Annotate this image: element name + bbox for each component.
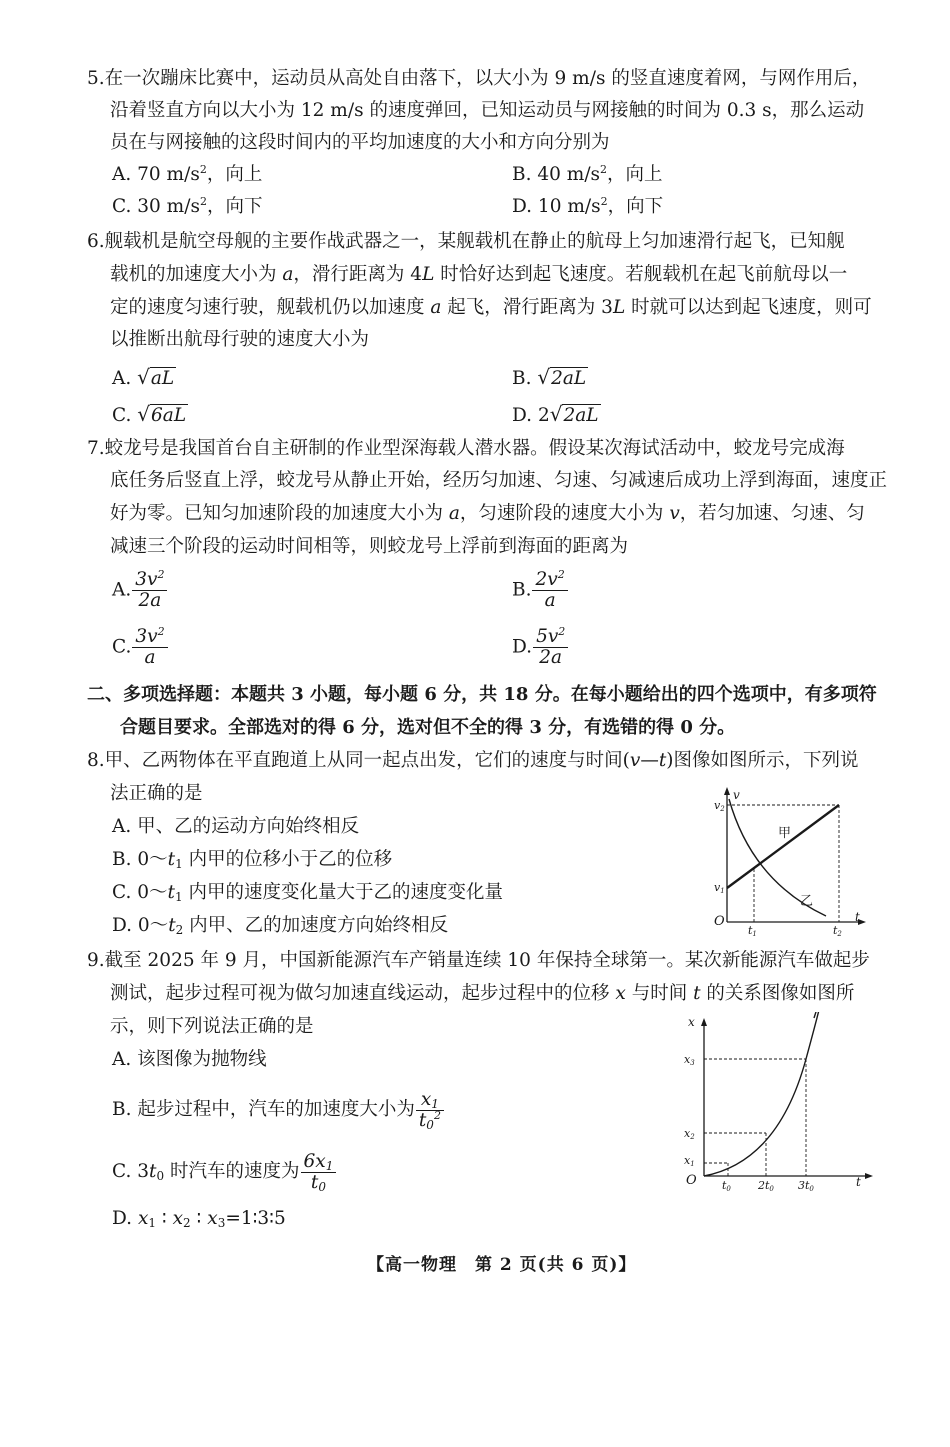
q7-line-2: 底任务后竖直上浮，蛟龙号从静止开始，经历匀加速、匀速、匀减速后成功上浮到海面，速度正 (110, 470, 888, 491)
q9-option-d: D. $x_1$ ∶ $x_2$ ∶ $x_3=1∶3∶5$ (112, 1208, 286, 1230)
q8-v1-label: v1 (714, 881, 725, 895)
q9-option-a: A. 该图像为抛物线 (112, 1049, 267, 1070)
q6-option-d: D. 2√2aL (512, 402, 599, 426)
q9-x3-label: x3 (684, 1053, 695, 1067)
q9-option-b: B. 起步过程中，汽车的加速度大小为 $\frac{x_1}{t_0^2}$ (112, 1088, 445, 1132)
q8-y-arrow (724, 787, 730, 795)
q6-option-c: C. √6aL (112, 402, 187, 426)
q9-line-2: 测试，起步过程可视为做匀加速直线运动，起步过程中的位移 x 与时间 t 的关系图像如图所 (110, 983, 855, 1004)
q5-line-3: 员在与网接触的这段时间内的平均加速度的大小和方向分别为 (110, 132, 610, 153)
q9-3t0-label: 3t0 (798, 1179, 814, 1193)
q9-t0-label: t0 (722, 1179, 731, 1193)
q9-y-arrow (701, 1018, 707, 1026)
q8-line-1: 8.甲、乙两物体在平直跑道上从同一起点出发，它们的速度与时间(v—t)图像如图所示，下列说 (87, 750, 859, 771)
q6-line-1: 6.舰载机是航空母舰的主要作战武器之一，某舰载机在静止的航母上匀加速滑行起飞，已知舰 (87, 231, 845, 252)
q6-line-2: 载机的加速度大小为 a，滑行距离为 4L 时恰好达到起飞速度。若舰载机在起飞前航母以一 (110, 264, 848, 285)
q8-t2-label: t2 (833, 924, 842, 938)
q5-option-b: B. 40 $m/s^2$，向上 (512, 163, 663, 185)
q8-vt-graph (700, 785, 870, 940)
q9-axis-t-label: t (856, 1175, 861, 1189)
q9-axis-x-label: x (688, 1015, 695, 1029)
q7-option-b: B. $\frac{2v^2}{a}$ (512, 570, 569, 611)
q9-2t0-label: 2t0 (758, 1179, 774, 1193)
q8-origin-label: O (714, 914, 725, 929)
q8-t1-label: t1 (748, 924, 757, 938)
q6-option-a: A. √aL (112, 365, 175, 389)
q7-line-1: 7.蛟龙号是我国首台自主研制的作业型深海载人潜水器。假设某次海试活动中，蛟龙号完成海 (87, 438, 845, 459)
q5-line-1: 5.在一次蹦床比赛中，运动员从高处自由落下，以大小为 9 m/s 的竖直速度着网，与网作用后， (87, 68, 871, 89)
q8-axis-t-label: t (855, 910, 860, 924)
q6-line-3: 定的速度匀速行驶，舰载机仍以加速度 a 起飞，滑行距离为 3L 时就可以达到起飞速度，则可 (110, 297, 872, 318)
q8-option-c: C. $0\sim t_1$ 内甲的速度变化量大于乙的速度变化量 (112, 882, 503, 904)
section2-line-1: 二、多项选择题：本题共 3 小题，每小题 6 分，共 18 分。在每小题给出的四个选项中，有多项符 (87, 684, 877, 705)
q9-origin-label: O (686, 1173, 697, 1188)
q9-x1-label: x1 (684, 1154, 695, 1168)
q8-v2-label: v2 (714, 799, 725, 813)
q7-line-4: 减速三个阶段的运动时间相等，则蛟龙号上浮前到海面的距离为 (110, 536, 629, 557)
q9-xt-graph (678, 1012, 878, 1197)
q5-option-d: D. 10 $m/s^2$，向下 (512, 195, 664, 217)
q9-x2-label: x2 (684, 1127, 695, 1141)
q7-option-a: A. $\frac{3v^2}{2a}$ (112, 570, 168, 611)
q8-label-jia: 甲 (778, 826, 792, 841)
q7-option-c: C. $\frac{3v^2}{a}$ (112, 627, 169, 668)
q9-option-c: C. $3t_0$ 时汽车的速度为 $\frac{6x_1}{t_0}$ (112, 1150, 337, 1194)
q6-line-4: 以推断出航母行驶的速度大小为 (110, 329, 370, 350)
q5-line-2: 沿着竖直方向以大小为 12 m/s 的速度弹回，已知运动员与网接触的时间为 0.3 s，那么运动 (110, 100, 865, 121)
q7-line-3: 好为零。已知匀加速阶段的加速度大小为 a，匀速阶段的速度大小为 v，若匀加速、匀速、匀 (110, 503, 865, 524)
q8-label-yi: 乙 (800, 894, 814, 909)
q9-line-3: 示，则下列说法正确的是 (110, 1016, 314, 1037)
q8-axis-v-label: v (733, 788, 740, 802)
q5-option-a: A. 70 $m/s^2$，向上 (112, 163, 263, 185)
q9-x-arrow (865, 1173, 873, 1179)
q8-line-2: 法正确的是 (110, 783, 203, 804)
page-footer: 【高一物理 第 2 页(共 6 页)】 (367, 1255, 637, 1275)
q8-line-jia (727, 805, 839, 888)
q5-option-c: C. 30 $m/s^2$，向下 (112, 195, 263, 217)
q8-option-a: A. 甲、乙的运动方向始终相反 (112, 816, 360, 837)
section2-line-2: 合题目要求。全部选对的得 6 分，选对但不全的得 3 分，有选错的得 0 分。 (120, 717, 736, 738)
q9-parabola (704, 1012, 822, 1176)
q9-line-1: 9.截至 2025 年 9 月，中国新能源汽车产销量连续 10 年保持全球第一。某次新能源汽车做起步 (87, 950, 870, 971)
q8-option-d: D. $0\sim t_2$ 内甲、乙的加速度方向始终相反 (112, 915, 449, 937)
q7-option-d: D. $\frac{5v^2}{2a}$ (512, 627, 569, 668)
q8-option-b: B. $0\sim t_1$ 内甲的位移小于乙的位移 (112, 849, 393, 871)
q6-option-b: B. √2aL (512, 365, 587, 389)
